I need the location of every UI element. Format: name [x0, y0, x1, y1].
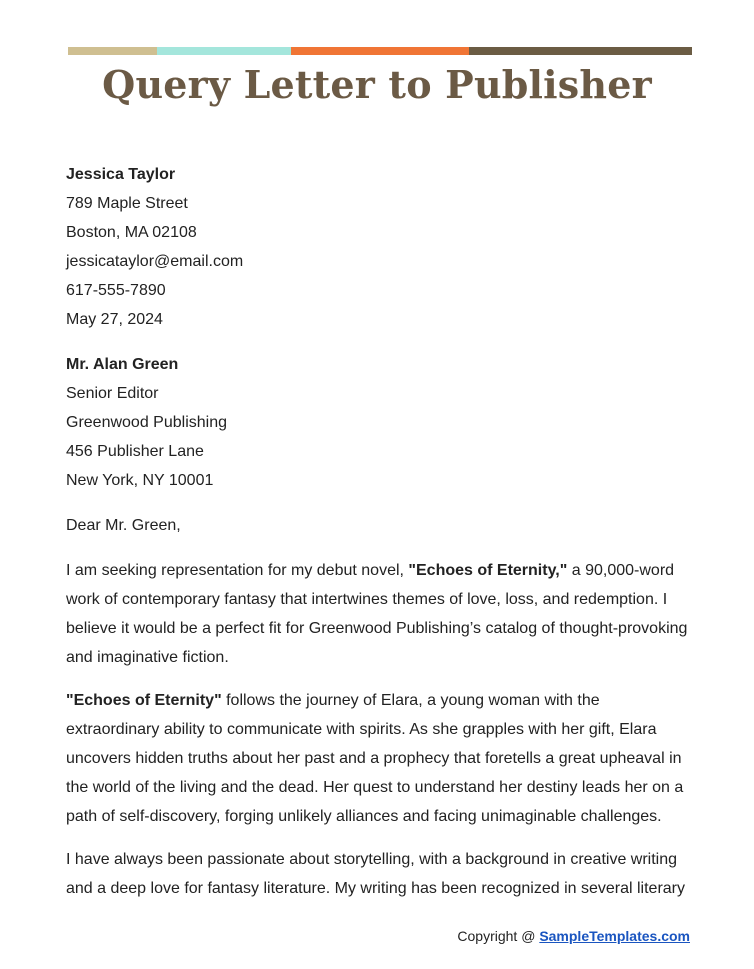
page-title: Query Letter to Publisher [102, 62, 652, 107]
sender-city: Boston, MA 02108 [66, 224, 197, 241]
salutation: Dear Mr. Green, [66, 517, 181, 534]
paragraph-3: I have always been passionate about storytelling, with a background in creative writing and a deep love for fantasy literature. My writing has been recognized in several literary [66, 851, 685, 897]
book-title: "Echoes of Eternity," [408, 562, 568, 579]
sender-block [66, 160, 696, 334]
sender-street: 789 Maple Street [66, 195, 188, 212]
paragraph-1-intro: I am seeking representation for my debut novel, [66, 562, 409, 579]
color-bar-segment-tan [68, 47, 157, 55]
paragraph-1 [66, 556, 696, 672]
book-title-2: "Echoes of Eternity" [66, 692, 222, 709]
decorative-color-bar [68, 47, 692, 55]
paragraph-1-rest: a 90,000-word work of contemporary fantasy that intertwines themes of love, loss, and redemption. I believe it would be a perfect fit for Greenwood Publishing’s catalog of thought-provoking and imaginative fiction. [66, 562, 688, 666]
paragraph-2-rest: follows the journey of Elara, a young woman with the extraordinary ability to communicate with spirits. As she grapples with her gift, Elara uncovers hidden truths about her past and a prophecy that foretells a great upheaval in the world of the living and the dead. Her quest to understand her destiny leads her on a path of self-discovery, forging unlikely alliances and facing unimaginable challenges. [66, 692, 684, 825]
recipient-name: Mr. Alan Green [66, 356, 179, 373]
color-bar-segment-teal [157, 47, 291, 55]
sender-phone: 617-555-7890 [66, 282, 166, 299]
color-bar-segment-brown [469, 47, 692, 55]
letter-date: May 27, 2024 [66, 311, 163, 328]
sender-name: Jessica Taylor [66, 166, 176, 183]
copyright-footer [457, 928, 690, 944]
recipient-company: Greenwood Publishing [66, 414, 227, 431]
recipient-street: 456 Publisher Lane [66, 443, 204, 460]
letter-body [66, 160, 696, 903]
recipient-city: New York, NY 10001 [66, 472, 214, 489]
recipient-block [66, 350, 696, 495]
recipient-position: Senior Editor [66, 385, 159, 402]
sender-email: jessicataylor@email.com [66, 253, 244, 270]
copyright-text: Copyright @ [457, 928, 540, 944]
paragraph-2 [66, 686, 696, 831]
color-bar-segment-orange [291, 47, 469, 55]
sampletemplates-link[interactable]: SampleTemplates.com [539, 928, 690, 944]
